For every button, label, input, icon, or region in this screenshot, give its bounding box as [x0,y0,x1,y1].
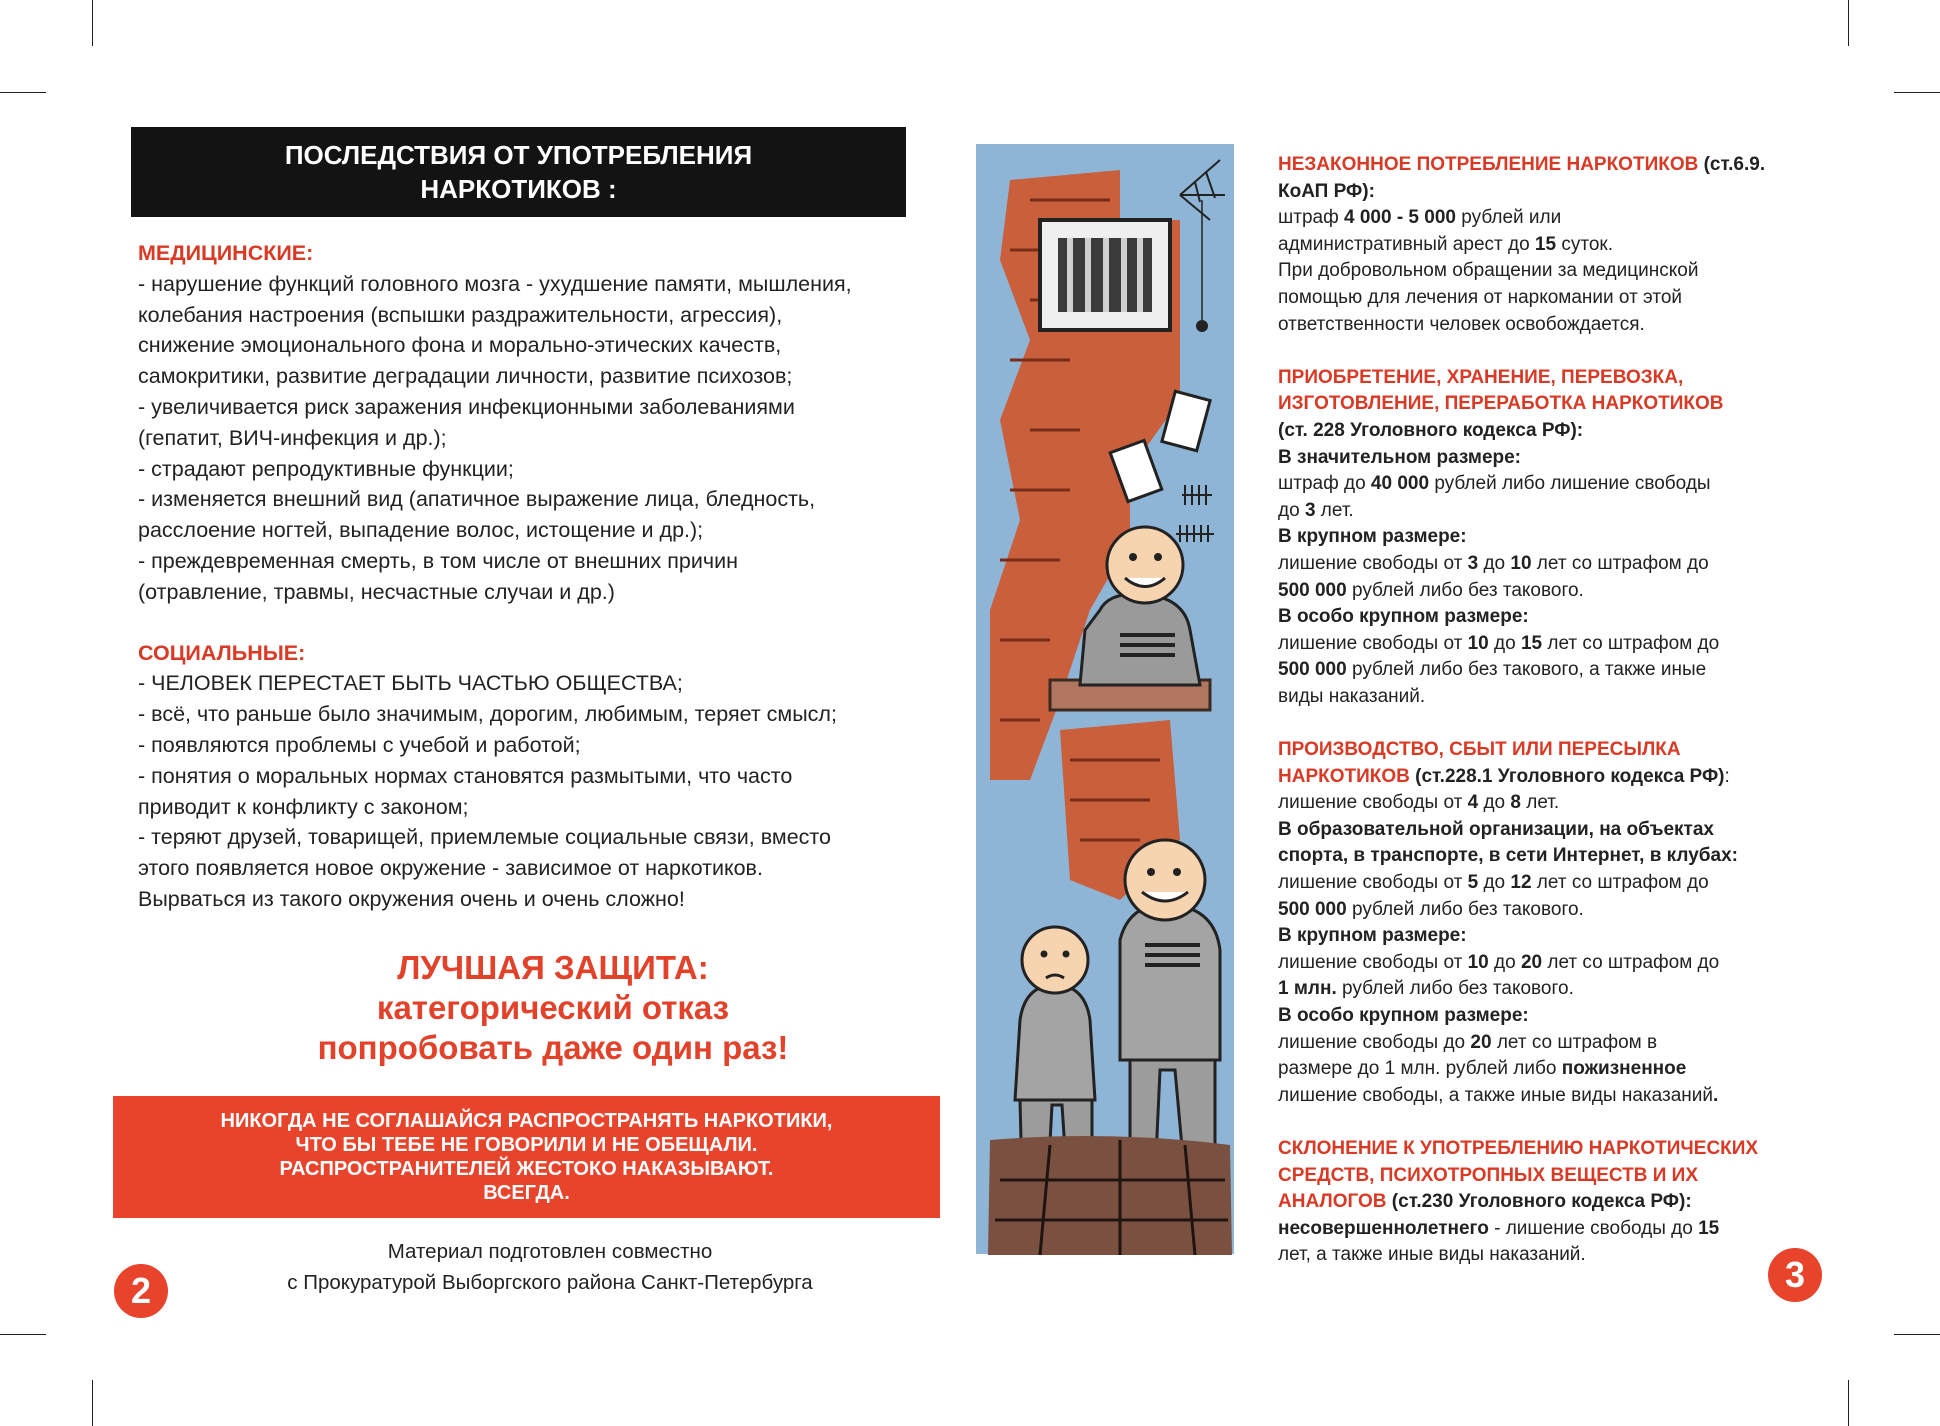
text-line: (гепатит, ВИЧ-инфекция и др.); [138,425,447,450]
number: 5 [1467,872,1479,894]
credit-line: Материал подготовлен совместно [387,1240,713,1263]
text-line: - теряют друзей, товарищей, приемлемые социальные связи, вместо [138,825,831,850]
text: лет со штрафом до [1542,632,1720,654]
text-line: самокритики, развитие деградации личности, развитие психозов; [138,364,793,389]
text-line: - понятия о моральных нормах становятся размытыми, что часто [138,763,793,788]
text: лишение свободы, а также иные виды наказаний [1278,1084,1713,1106]
consequences-text [138,238,918,945]
text-line: приводит к конфликту с законом; [138,794,469,819]
text: размере до 1 млн. рублей либо [1278,1058,1562,1080]
crop-mark [1848,1380,1849,1426]
text-line: (отравление, травмы, несчастные случаи и др.) [138,579,615,604]
text: лишение свободы от [1278,872,1468,894]
emphasis: пожизненное [1561,1058,1687,1080]
number: 4 000 - 5 000 [1344,207,1456,229]
medical-section [138,238,918,608]
social-heading: СОЦИАЛЬНЫЕ: [138,640,306,665]
text-line: помощью для лечения от наркомании от этой [1278,286,1683,308]
subheading: В особо крупном размере: [1278,606,1529,628]
page-title [131,127,906,217]
text: лишение свободы до [1278,1031,1471,1053]
subheading: В особо крупном размере: [1278,1005,1529,1026]
text: до [1478,872,1511,894]
section-heading: СРЕДСТВ, ПСИХОТРОПНЫХ ВЕЩЕСТВ И ИХ [1278,1164,1699,1186]
text: рублей либо без такового, а также иные [1346,659,1707,681]
text: лишение свободы от [1278,552,1468,574]
text-line: расслоение ногтей, выпадение волос, истощение и др.); [138,518,704,543]
text: административный арест до [1278,233,1535,255]
slogan [138,948,968,1068]
section-heading: АНАЛОГОВ [1278,1191,1387,1213]
text: штраф [1278,207,1344,229]
title-line: НАРКОТИКОВ : [420,174,617,204]
section-heading: НАРКОТИКОВ [1278,765,1410,787]
text-line: виды наказаний. [1278,685,1426,707]
text: до [1478,552,1511,574]
slogan-line: попробовать даже один раз! [317,1029,789,1066]
text: лет со штрафом до [1531,552,1709,574]
law-reference: КоАП РФ): [1278,180,1375,202]
text-line: - страдают репродуктивные функции; [138,456,514,481]
warning-line: РАСПРОСТРАНИТЕЛЕЙ ЖЕСТОКО НАКАЗЫВАЮТ. [279,1158,774,1180]
text: до [1488,951,1521,973]
number: 500 000 [1278,579,1347,601]
text: - лишение свободы до [1488,1217,1699,1239]
prison-illustration [970,140,1240,1260]
section-heading: НЕЗАКОННОЕ ПОТРЕБЛЕНИЕ НАРКОТИКОВ [1278,154,1699,175]
section-heading: СКЛОНЕНИЕ К УПОТРЕБЛЕНИЮ НАРКОТИЧЕСКИХ [1278,1137,1759,1159]
crop-mark [1894,92,1940,93]
medical-heading: МЕДИЦИНСКИЕ: [138,241,314,265]
text-line: - нарушение функций головного мозга - ухудшение памяти, мышления, [138,271,852,296]
text-line: - преждевременная смерть, в том числе от внешних причин [138,548,738,573]
number: 10 [1467,951,1489,973]
subheading: В значительном размере: [1278,446,1522,468]
subheading: спорта, в транспорте, в сети Интернет, в клубах: [1278,845,1739,867]
section-illegal-use [1278,152,1918,338]
warning-line: НИКОГДА НЕ СОГЛАШАЙСЯ РАСПРОСТРАНЯТЬ НАРКОТИКИ, [220,1110,833,1132]
social-section [138,638,918,915]
text: лет. [1520,792,1560,814]
text: рублей либо без такового. [1346,898,1584,920]
crop-mark [0,1334,46,1335]
text-line: При добровольном обращении за медицинской [1278,260,1699,282]
crop-mark [1848,0,1849,46]
section-production [1278,737,1918,1109]
section-inducement [1278,1136,1918,1269]
text: : [1724,765,1730,787]
text-line: снижение эмоционального фона и морально-этических качеств, [138,333,782,358]
number: 15 [1520,632,1543,654]
crop-mark [0,92,46,93]
warning-box [113,1096,940,1218]
text-line: ответственности человек освобождается. [1278,313,1645,335]
credit-line: с Прокуратурой Выборгского района Санкт-Петербурга [287,1271,813,1294]
number: 500 000 [1278,659,1347,681]
text: рублей или [1455,207,1562,229]
credit-note [200,1236,900,1298]
number: 1 млн. [1278,978,1337,1000]
section-heading: ПРОИЗВОДСТВО, СБЫТ ИЛИ ПЕРЕСЫЛКА [1278,739,1681,761]
section-acquisition [1278,365,1918,711]
subheading: В крупном размере: [1278,925,1467,947]
page-number-left: 2 [114,1264,168,1318]
subheading: В образовательной организации, на объектах [1278,818,1714,840]
number: 500 000 [1278,898,1347,920]
number: 8 [1510,792,1521,814]
text: лет. [1315,499,1354,521]
emphasis: несовершеннолетнего [1278,1217,1489,1239]
text: до [1478,792,1511,814]
text: лишение свободы от [1278,632,1468,654]
text-line: - ЧЕЛОВЕК ПЕРЕСТАЕТ БЫТЬ ЧАСТЬЮ ОБЩЕСТВА; [138,671,683,696]
text: суток. [1556,233,1613,255]
law-reference: (ст.230 Уголовного кодекса РФ): [1386,1191,1692,1213]
law-reference: (ст.228.1 Уголовного кодекса РФ) [1409,765,1725,787]
number: 10 [1510,552,1532,574]
text-line: этого появляется новое окружение - зависимое от наркотиков. [138,856,763,881]
number: 40 000 [1370,473,1430,495]
text: штраф до [1278,473,1371,495]
penalties-text [1278,152,1918,1296]
law-reference: (ст.6.9. [1698,154,1766,175]
text-line: - изменяется внешний вид (апатичное выражение лица, бледность, [138,487,816,512]
text-line: - всё, что раньше было значимым, дорогим, любимым, теряет смысл; [138,702,837,727]
text: до [1278,499,1305,521]
law-reference: (ст. 228 Уголовного кодекса РФ): [1278,419,1584,441]
text: лет со штрафом в [1491,1031,1658,1053]
number: 20 [1470,1031,1492,1053]
text: рублей либо без такового. [1336,978,1574,1000]
number: 10 [1467,632,1489,654]
text-line: лет, а также иные виды наказаний. [1278,1244,1586,1266]
text: лет со штрафом до [1531,872,1709,894]
warning-line: ВСЕГДА. [483,1182,570,1204]
slogan-line: ЛУЧШАЯ ЗАЩИТА: [397,949,709,986]
text: . [1713,1084,1719,1106]
section-heading: ПРИОБРЕТЕНИЕ, ХРАНЕНИЕ, ПЕРЕВОЗКА, [1278,366,1684,388]
number: 3 [1467,552,1479,574]
slogan-line: категорический отказ [376,989,730,1026]
text-line: колебания настроения (вспышки раздражительности, агрессия), [138,302,783,327]
number: 12 [1510,872,1532,894]
subheading: В крупном размере: [1278,526,1467,548]
number: 15 [1698,1217,1720,1239]
section-heading: ИЗГОТОВЛЕНИЕ, ПЕРЕРАБОТКА НАРКОТИКОВ [1278,393,1724,415]
title-line: ПОСЛЕДСТВИЯ ОТ УПОТРЕБЛЕНИЯ [284,140,753,170]
warning-line: ЧТО БЫ ТЕБЕ НЕ ГОВОРИЛИ И НЕ ОБЕЩАЛИ. [295,1134,758,1156]
text: лет со штрафом до [1542,951,1720,973]
text-line: Вырваться из такого окружения очень и очень сложно! [138,886,685,911]
text: до [1488,632,1521,654]
text-line: - появляются проблемы с учебой и работой; [138,732,581,757]
number: 20 [1520,951,1543,973]
crop-mark [92,1380,93,1426]
text: лишение свободы от [1278,792,1468,814]
text-line: - увеличивается риск заражения инфекционными заболеваниями [138,394,795,419]
text: рублей либо без такового. [1346,579,1584,601]
page-number-right: 3 [1768,1248,1822,1302]
number: 3 [1304,499,1316,521]
crop-mark [1894,1334,1940,1335]
number: 4 [1467,792,1479,814]
text: лишение свободы от [1278,951,1468,973]
number: 15 [1534,233,1557,255]
text: рублей либо лишение свободы [1429,473,1711,495]
crop-mark [92,0,93,46]
